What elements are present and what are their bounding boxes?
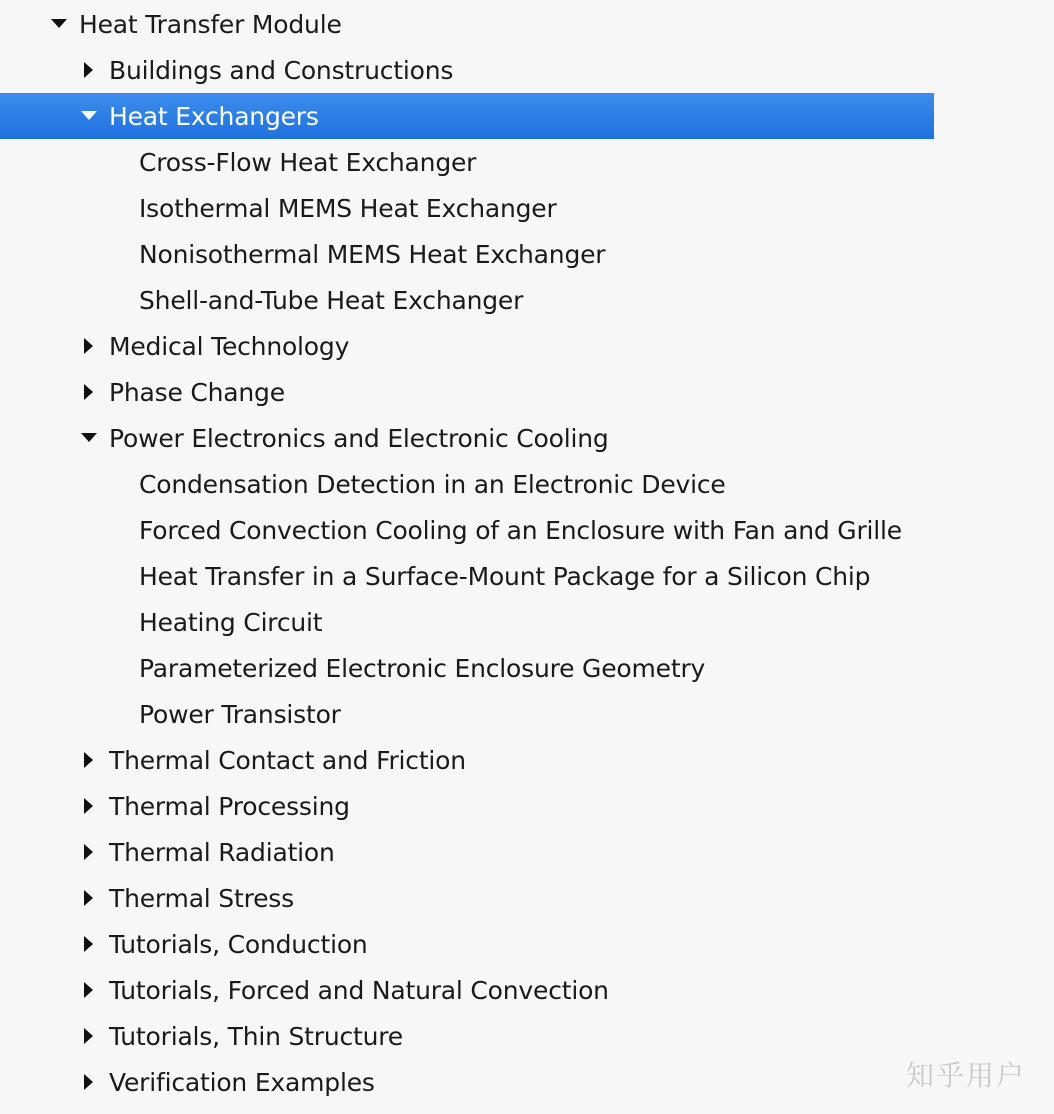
tree-leaf-label: Forced Convection Cooling of an Enclosure with Fan and Grille <box>139 515 902 545</box>
tree-node-medical-technology[interactable] <box>0 323 934 369</box>
tree-node-label: Thermal Stress <box>109 883 294 913</box>
tree-leaf-condensation-detection[interactable] <box>0 461 934 507</box>
tree-leaf-parameterized-enclosure[interactable] <box>0 645 934 691</box>
tree-leaf-label: Nonisothermal MEMS Heat Exchanger <box>139 239 606 269</box>
tree-node-label: Thermal Radiation <box>109 837 335 867</box>
collapse-toggle-icon[interactable] <box>80 382 109 402</box>
tree-leaf-label: Cross-Flow Heat Exchanger <box>139 147 477 177</box>
tree-node-label: Thermal Contact and Friction <box>109 745 466 775</box>
collapse-toggle-icon[interactable] <box>80 888 109 908</box>
collapse-toggle-icon[interactable] <box>80 60 109 80</box>
tree-node-phase-change[interactable] <box>0 369 934 415</box>
tree-leaf-isothermal-mems-heat-exchanger[interactable] <box>0 185 934 231</box>
tree-node-label: Medical Technology <box>109 331 350 361</box>
tree-node-heat-exchangers[interactable] <box>0 93 934 139</box>
tree-leaf-label: Shell-and-Tube Heat Exchanger <box>139 285 524 315</box>
tree-leaf-label: Power Transistor <box>139 699 341 729</box>
collapse-toggle-icon[interactable] <box>80 934 109 954</box>
expand-toggle-icon[interactable] <box>50 14 79 34</box>
expand-toggle-icon[interactable] <box>80 428 109 448</box>
tree-node-label: Heat Transfer Module <box>79 9 342 39</box>
tree-node-label: Tutorials, Forced and Natural Convection <box>109 975 609 1005</box>
tree-node-tutorials-convection[interactable] <box>0 967 934 1013</box>
collapse-toggle-icon[interactable] <box>80 1026 109 1046</box>
collapse-toggle-icon[interactable] <box>80 842 109 862</box>
tree-node-tutorials-conduction[interactable] <box>0 921 934 967</box>
tree-node-label: Verification Examples <box>109 1067 375 1097</box>
tree-leaf-heating-circuit[interactable] <box>0 599 934 645</box>
tree-node-heat-transfer-module[interactable] <box>0 1 934 47</box>
collapse-toggle-icon[interactable] <box>80 336 109 356</box>
tree-node-tutorials-thin-structure[interactable] <box>0 1013 934 1059</box>
tree-node-thermal-processing[interactable] <box>0 783 934 829</box>
tree-node-label: Tutorials, Thin Structure <box>109 1021 403 1051</box>
tree-leaf-label: Heat Transfer in a Surface-Mount Package for a Silicon Chip <box>139 561 871 591</box>
tree-node-label: Tutorials, Conduction <box>109 929 368 959</box>
tree-leaf-surface-mount-package[interactable] <box>0 553 934 599</box>
tree-leaf-cross-flow-heat-exchanger[interactable] <box>0 139 934 185</box>
collapse-toggle-icon[interactable] <box>80 750 109 770</box>
tree-leaf-label: Parameterized Electronic Enclosure Geometry <box>139 653 706 683</box>
tree-leaf-label: Condensation Detection in an Electronic Device <box>139 469 726 499</box>
tree-node-label: Thermal Processing <box>109 791 350 821</box>
tree-node-label: Phase Change <box>109 377 285 407</box>
tree-node-buildings-and-constructions[interactable] <box>0 47 934 93</box>
tree-leaf-label: Heating Circuit <box>139 607 323 637</box>
collapse-toggle-icon[interactable] <box>80 1072 109 1092</box>
tree-leaf-label: Isothermal MEMS Heat Exchanger <box>139 193 557 223</box>
collapse-toggle-icon[interactable] <box>80 980 109 1000</box>
tree-leaf-nonisothermal-mems-heat-exchanger[interactable] <box>0 231 934 277</box>
tree-node-thermal-contact[interactable] <box>0 737 934 783</box>
tree-leaf-shell-and-tube-heat-exchanger[interactable] <box>0 277 934 323</box>
collapse-toggle-icon[interactable] <box>80 796 109 816</box>
tree-node-label: Buildings and Constructions <box>109 55 454 85</box>
tree-node-power-electronics[interactable] <box>0 415 934 461</box>
tree-leaf-forced-convection-cooling[interactable] <box>0 507 934 553</box>
expand-toggle-icon[interactable] <box>80 106 109 126</box>
tree-node-thermal-radiation[interactable] <box>0 829 934 875</box>
watermark-text: 知乎用户 <box>905 1059 1026 1092</box>
tree-leaf-power-transistor[interactable] <box>0 691 934 737</box>
tree-node-verification-examples[interactable] <box>0 1059 934 1105</box>
tree-node-label: Heat Exchangers <box>109 101 319 131</box>
tree-node-label: Power Electronics and Electronic Cooling <box>109 423 609 453</box>
tree-node-thermal-stress[interactable] <box>0 875 934 921</box>
